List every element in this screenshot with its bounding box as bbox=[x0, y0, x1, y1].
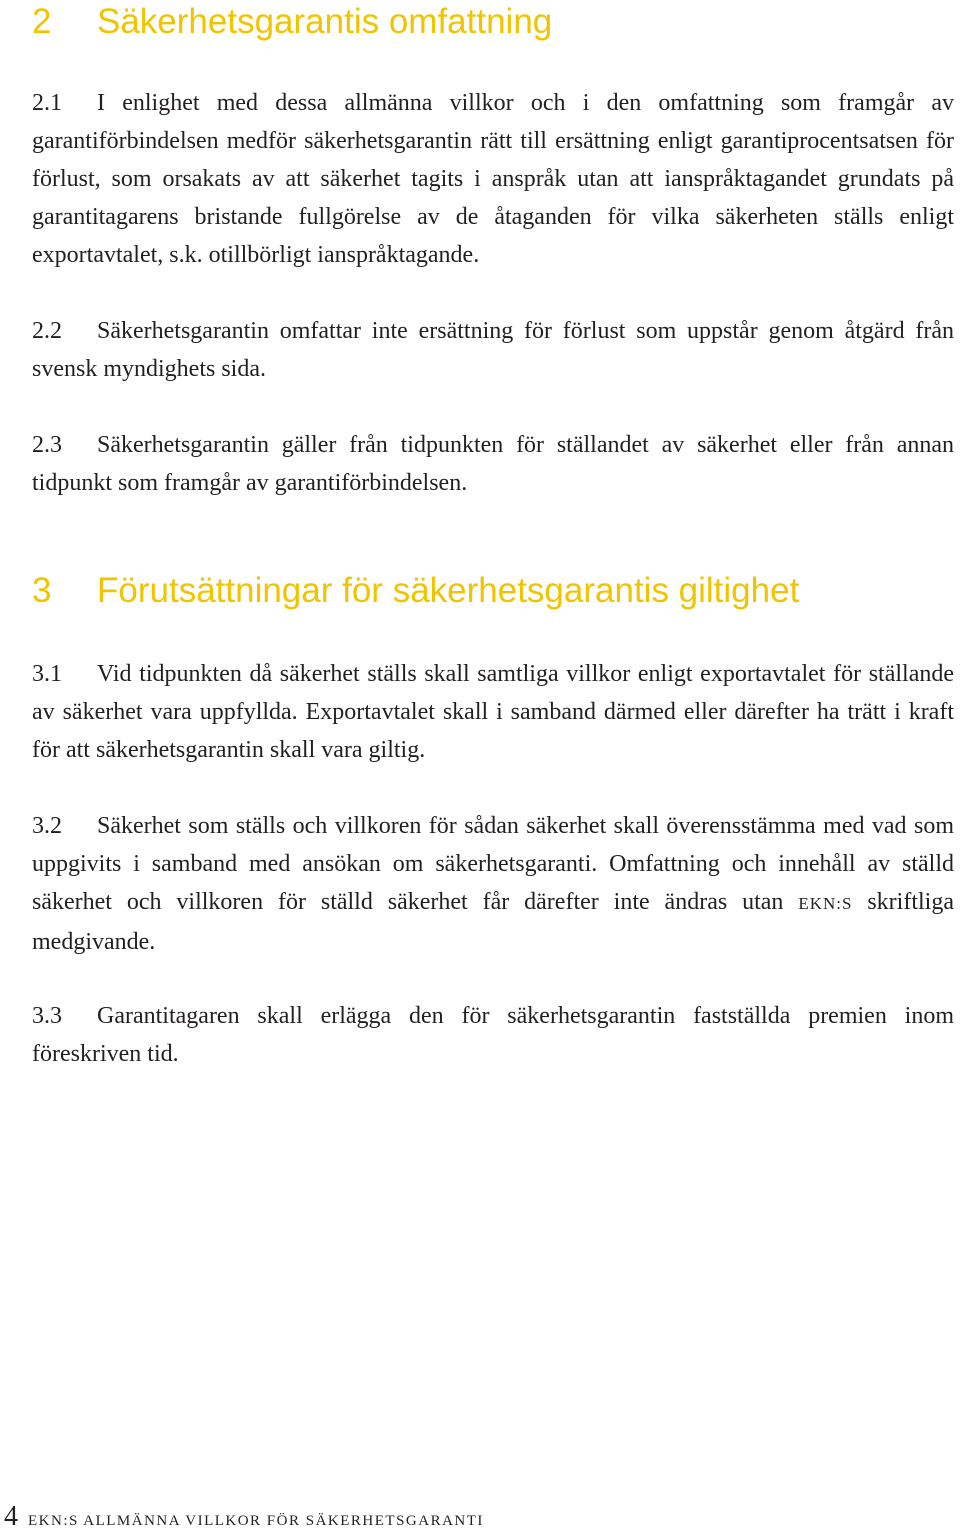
section-number: 3 bbox=[32, 571, 52, 610]
section-number: 2 bbox=[32, 2, 52, 41]
paragraph-number: 2.1 bbox=[32, 90, 62, 116]
page-number: 4 bbox=[4, 1501, 18, 1532]
paragraph-number: 2.2 bbox=[32, 318, 62, 344]
section-title: Förutsättningar för säkerhetsgarantis giltighet bbox=[97, 571, 800, 610]
section-title: Säkerhetsgarantis omfattning bbox=[97, 2, 553, 41]
paragraph-number: 3.1 bbox=[32, 661, 62, 687]
section-heading-2 bbox=[32, 2, 552, 42]
paragraph-3-3 bbox=[32, 997, 954, 1073]
paragraph-2-2 bbox=[32, 312, 954, 388]
paragraph-number: 3.3 bbox=[32, 1003, 62, 1029]
paragraph-text: Säkerhetsgarantin gäller från tidpunkten för ställandet av säkerhet eller från annan tidpunkt som framgår av garantiförbindelsen. bbox=[32, 432, 954, 496]
paragraph-text: Vid tidpunkten då säkerhet ställs skall samtliga villkor enligt exportavtalet för ställande av säkerhet vara uppfyllda. Exportavtalet skall i samband därmed eller därefter ha trätt i kraft för att säkerhetsgarantin skall vara giltig. bbox=[32, 661, 954, 763]
paragraph-number: 2.3 bbox=[32, 432, 62, 458]
paragraph-2-3 bbox=[32, 426, 954, 502]
ekn-smallcaps: EKN:S bbox=[798, 894, 853, 913]
paragraph-2-1 bbox=[32, 84, 954, 274]
paragraph-text: Säkerhet som ställs och villkoren för sådan säkerhet skall överensstämma med vad som uppgivits i samband med ansökan om säkerhetsgaranti. Omfattning och innehåll av ställd säkerhet och villkoren för ställd säkerhet får därefter inte ändras utan bbox=[32, 813, 954, 915]
paragraph-text-end: skriftliga medgivande. bbox=[32, 889, 954, 955]
paragraph-3-2 bbox=[32, 807, 954, 961]
paragraph-3-1 bbox=[32, 655, 954, 769]
paragraph-text: I enlighet med dessa allmänna villkor och i den omfattning som framgår av garantiförbindelsen medför säkerhetsgarantin rätt till ersättning enligt garantiprocentsatsen för förlust, som orsakats av att säkerhet tagits i anspråk utan att ianspråktagandet grundats på garantitagarens bristande fullgörelse av de åtaganden för vilka säkerheten ställs enligt exportavtalet, s.k. otillbörligt ianspråktagande. bbox=[32, 90, 954, 268]
footer-title: EKN:S ALLMÄNNA VILLKOR FÖR SÄKERHETSGARANTI bbox=[28, 1513, 484, 1529]
paragraph-text: Garantitagaren skall erlägga den för säkerhetsgarantin fastställda premien inom föreskriven tid. bbox=[32, 1003, 954, 1067]
paragraph-text: Säkerhetsgarantin omfattar inte ersättning för förlust som uppstår genom åtgärd från svensk myndighets sida. bbox=[32, 318, 954, 382]
page-footer bbox=[4, 1500, 484, 1538]
paragraph-number: 3.2 bbox=[32, 813, 62, 839]
section-heading-3 bbox=[32, 571, 799, 611]
